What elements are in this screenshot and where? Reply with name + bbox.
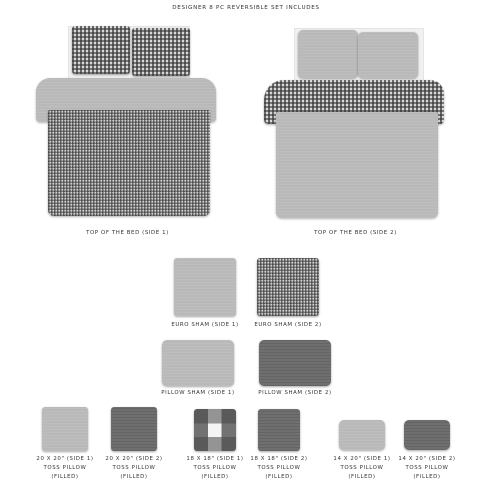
toss-size-caption: 14 X 20" (SIDE 1) — [333, 456, 391, 462]
toss-note-caption: (FILLED) — [413, 474, 441, 480]
toss-note-caption: (FILLED) — [265, 474, 293, 480]
duvet-body — [276, 112, 438, 218]
toss-14x20-side-2-image — [404, 420, 450, 450]
toss-label-caption: TOSS PILLOW — [112, 465, 156, 471]
toss-label-caption: TOSS PILLOW — [405, 465, 449, 471]
toss-18x18-side-2-image — [258, 409, 300, 451]
page-title: DESIGNER 8 PC REVERSIBLE SET INCLUDES — [172, 5, 320, 11]
toss-20x20-side-1-image — [42, 407, 88, 451]
pillow-sham-right — [358, 32, 418, 78]
toss-size-caption: 20 X 20" (SIDE 2) — [105, 456, 163, 462]
pillow-sham-left — [298, 30, 358, 78]
euro-sham-side-2-image — [257, 258, 319, 316]
toss-14x20-side-1-image — [339, 420, 385, 450]
toss-18x18-side-1-image — [194, 409, 236, 451]
pillow-sham-side-2-image — [259, 340, 331, 386]
toss-size-caption: 18 X 18" (SIDE 1) — [186, 456, 244, 462]
pillow-sham-left — [72, 26, 130, 74]
toss-label-caption: TOSS PILLOW — [43, 465, 87, 471]
toss-label-caption: TOSS PILLOW — [340, 465, 384, 471]
toss-label-caption: TOSS PILLOW — [193, 465, 237, 471]
toss-note-caption: (FILLED) — [348, 474, 376, 480]
pillow-sham-side-2-caption: PILLOW SHAM (SIDE 2) — [258, 390, 332, 396]
euro-sham-side-1-caption: EURO SHAM (SIDE 1) — [171, 322, 239, 328]
toss-label-caption: TOSS PILLOW — [257, 465, 301, 471]
toss-note-caption: (FILLED) — [201, 474, 229, 480]
pillow-sham-side-1-caption: PILLOW SHAM (SIDE 1) — [161, 390, 235, 396]
bed-side-1-image — [30, 20, 225, 225]
toss-20x20-side-2-image — [111, 407, 157, 451]
pillow-sham-side-1-image — [162, 340, 234, 386]
bed-side-2-image — [258, 20, 453, 225]
euro-sham-side-1-image — [174, 258, 236, 316]
euro-sham-side-2-caption: EURO SHAM (SIDE 2) — [254, 322, 322, 328]
duvet-body — [48, 110, 210, 216]
toss-size-caption: 18 X 18" (SIDE 2) — [250, 456, 308, 462]
toss-note-caption: (FILLED) — [120, 474, 148, 480]
bed-side-1-caption: TOP OF THE BED (SIDE 1) — [86, 230, 169, 236]
toss-size-caption: 20 X 20" (SIDE 1) — [36, 456, 94, 462]
pillow-sham-right — [132, 28, 190, 76]
toss-size-caption: 14 X 20" (SIDE 2) — [398, 456, 456, 462]
toss-note-caption: (FILLED) — [51, 474, 79, 480]
bed-side-2-caption: TOP OF THE BED (SIDE 2) — [314, 230, 397, 236]
